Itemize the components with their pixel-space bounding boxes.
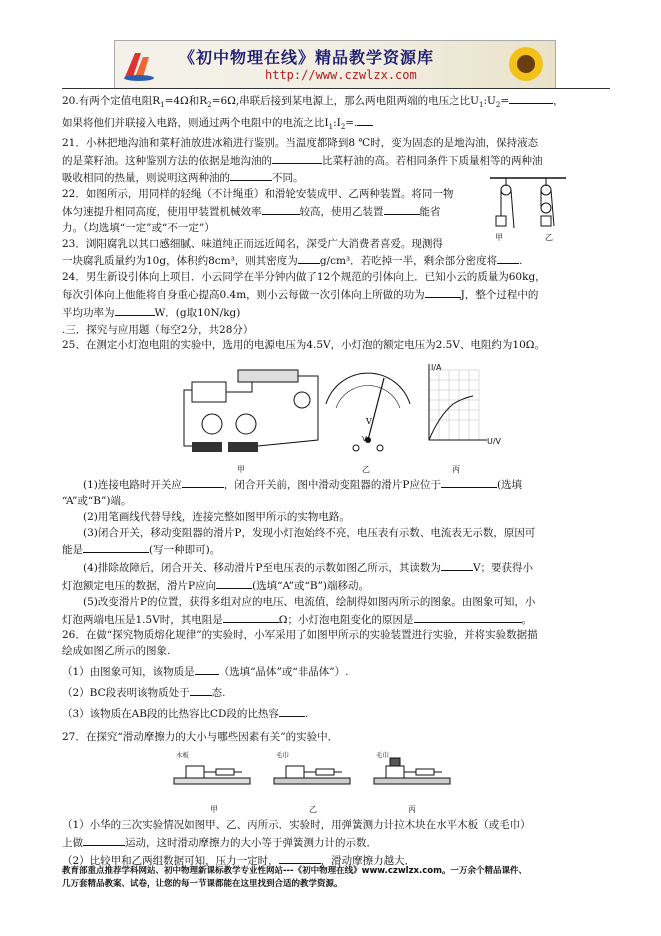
answer-blank[interactable] [190,684,212,696]
answer-blank[interactable] [357,114,373,126]
surface-label: 毛巾 [276,751,289,760]
header-banner [114,40,556,89]
footer-line-1: 教育部重点推荐学科网站、初中物理新课标教学专业性网站---《初中物理在线》www.czwlzx.com。一万余个精品课件、 [62,866,527,876]
answer-blank[interactable] [216,577,252,589]
answer-blank[interactable] [279,852,321,864]
logo-icon [121,47,157,83]
answer-blank[interactable] [83,541,149,553]
document-body: 20.有两个定值电阻$R_1=4\Omega$和$R_2=6\Omega$,串联后接到某电源上，那么两电阻两端的电压之比$U_1:U_2=$ ， 如果将他们并联接入电路，则通过两个电阻中的电流之比$I_1:I_2=$. 21．小林把地沟油和菜籽油放进冰箱进行鉴别。当温度都降到8 ℃时，变为固态的是地沟油，保持液态 的是菜籽油。这种鉴别方法的依据是地沟油的 比菜籽油的高。若相同条件下质量相等的两种油 吸收相同的热量，则说明这两种油的 不同。 22．如图所示，用同样的轻绳（不计绳重）和滑轮安装成甲、乙两种装置。将同一物 体匀速提升相同高度，使用甲装置机械效率 较高，使用乙装置 能省 力。（均选填“一定”或“不一定”） 23．浏阳腐乳以其口感细腻、味道纯正而远近闻名，深受广大消费者喜爱。现测得 一块腐乳质量约为10g，体积约8cm³，则其密度为 g/cm³．若吃掉一半，剩余部分密度将 . 24．男生新设引体向上项目．小云同学在半分钟内做了12个规范的引体向上．已知小云的质量为60kg， 每次引体向上他能将自身重心提高0.4m，则小云每做一次引体向上所做的功为 J，整个过程中的 平均功率为 W．(g取10N/kg) .三．探究与应用题（每空2分，共28分） 25、在测定小灯泡电阻的实验中，选用的电源电压为4.5V，小灯泡的额定电压为2.5V、电阻约为10Ω。 甲 V 乙 V I/A U/V 丙 (1)连接电路时开关应 ，闭合开关前，图中滑动变阻器的滑片P应位于 (选填 “A”或“B”)端。 (2)用笔画线代替导线，连接完整如图甲所示的实物电路。 (3)闭合开关，移动变阻器的滑片P，发现小灯泡始终不亮，电压表有示数、电流表无示数，原因可 能是 (写一种即可)。 (4)排除故障后，闭合开关、移动滑片P至电压表的示数如图乙所示，其读数为 V；要获得小 灯泡额定电压的数据，滑片P应向 (选填“A”或“B”)端移动。 (5)改变滑片P的位置，获得多组对应的电压、电流值，绘制得如图丙所示的图象。由图象可知，小 灯泡两端电压是1.5V时，其电阻是 Ω；小灯泡电阻变化的原因是 。 26．在做“探究物质熔化规律”的实验时，小军采用了如图甲所示的实验装置进行实验，并将实验数据描 绘成如图乙所示的图象. （1）由图象可知，该物质是 （选填“晶体”或“非晶体”）. （2）BC段表明该物质处于 态. （3）该物质在AB段的比热容比CD段的比热容 . 27．在探究“滑动摩擦力的大小与哪些因素有关”的实验中． 木板 甲 毛巾 乙 毛巾 丙 （1）小华的三次实验情况如图甲、乙、丙所示．实验时，用弹簧测力计拉木块在水平木板（或毛巾） 上做 运动，这时滑动摩擦力的大小等于弹簧测力计的示数． （2）比较甲和乙两组数据可知，压力一定时， ，滑动摩擦力越大． [62,92,610,869]
svg-text:V: V [366,417,372,427]
q21: 21．小林把地沟油和菜籽油放进冰箱进行鉴别。当温度都降到8 ℃时，变为固态的是地沟油，保持液态 [62,136,539,149]
answer-blank[interactable] [279,705,305,717]
answer-blank[interactable] [262,203,300,215]
q22: 22．如图所示，用同样的轻绳（不计绳重）和滑轮安装成甲、乙两种装置。将同一物 [62,188,454,201]
iu-graph [417,360,497,460]
answer-blank[interactable] [182,476,224,488]
axis-label-u: U/V [487,437,502,447]
figure-label: 乙 [309,805,317,815]
q20-line2: 如果将他们并联接入电路，则通过两个电阻中的电流之比$I_1:I_2=$. [62,114,610,136]
circuit-diagram [182,360,332,460]
q25: 25、在测定小灯泡电阻的实验中，选用的电源电压为4.5V，小灯泡的额定电压为2.5V、电阻约为10Ω。 [62,339,545,352]
answer-blank[interactable] [115,304,155,316]
q27-figures [62,750,610,815]
answer-blank[interactable] [414,611,522,623]
meter-unit: V [362,435,367,444]
figure-label: 丙 [408,805,416,815]
surface-label: 毛巾 [376,751,389,760]
surface-label: 木板 [176,751,189,760]
section-3-heading: .三．探究与应用题（每空2分，共28分） [62,323,254,336]
answer-blank[interactable] [497,252,519,264]
figure-label: 乙 [362,465,370,475]
figure-label: 甲 [237,465,245,475]
answer-blank[interactable] [441,559,473,571]
answer-blank[interactable] [298,252,320,264]
header-rule [62,88,610,89]
q27: 27．在探究“滑动摩擦力的大小与哪些因素有关”的实验中． [62,731,339,744]
q23: 23．浏阳腐乳以其口感细腻、味道纯正而远近闻名，深受广大消费者喜爱。现测得 [62,237,443,250]
header-title: 《初中物理在线》精品教学资源库 [179,48,435,67]
figure-label: 丙 [452,465,460,475]
q26: 26．在做“探究物质熔化规律”的实验时，小军采用了如图甲所示的实验装置进行实验，并将实验数据描 [62,629,538,642]
pulley-label-yi: 乙 [545,233,553,242]
sunflower-icon [503,43,549,85]
figure-label: 甲 [210,805,218,815]
answer-blank[interactable] [230,169,272,181]
header-url[interactable]: http://www.czwlzx.com [265,68,417,82]
answer-blank[interactable] [195,663,219,675]
q25-figures [62,360,610,475]
pulley-label-jia: 甲 [495,233,503,242]
q24: 24．男生新设引体向上项目．小云同学在半分钟内做了12个规范的引体向上．已知小云的质量为60kg， [62,271,546,284]
page-footer [62,865,612,891]
answer-blank[interactable] [425,286,461,298]
axis-label-i: I/A [431,363,442,373]
answer-blank[interactable] [223,611,279,623]
answer-blank[interactable] [83,834,125,846]
answer-blank[interactable] [272,152,322,164]
answer-blank[interactable] [509,92,553,104]
voltmeter-dial [318,364,418,454]
footer-line-2: 几万套精品教案、试卷，让您的每一节课都能在这里找到合适的教学资源。 [62,879,343,889]
answer-blank[interactable] [441,476,497,488]
answer-blank[interactable] [384,203,420,215]
q20: 20.有两个定值电阻$R_1=4\Omega$和$R_2=6\Omega$,串联后接到某电源上，那么两电阻两端的电压之比$U_1:U_2=$ ， [62,92,610,114]
